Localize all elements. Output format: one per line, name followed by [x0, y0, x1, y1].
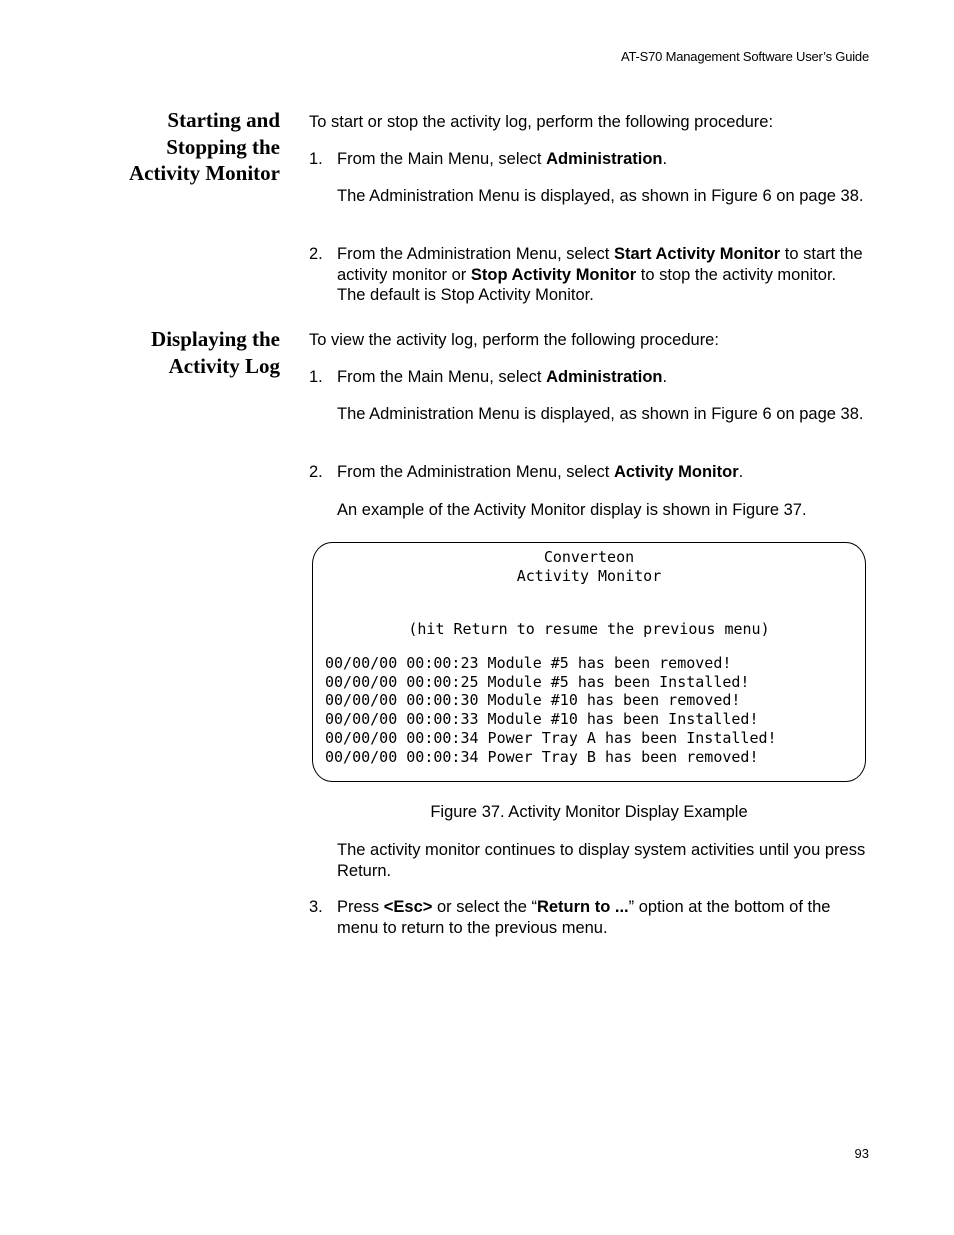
log-line: 00/00/00 00:00:33 Module #10 has been Installed! [325, 710, 759, 728]
figure-title-line2: Activity Monitor [516, 567, 662, 585]
section-heading-starting-stopping [129, 107, 280, 187]
section2-step1: From the Main Menu, select Administration. [337, 368, 668, 386]
heading-line: Starting and [167, 108, 280, 132]
section2-step2-note: An example of the Activity Monitor display is shown in Figure 37. [337, 501, 807, 519]
step-number: 1. [309, 150, 323, 168]
step-number: 3. [309, 898, 323, 916]
log-line: 00/00/00 00:00:30 Module #10 has been removed! [325, 691, 741, 709]
section2-step1-note: The Administration Menu is displayed, as shown in Figure 6 on page 38. [337, 405, 864, 423]
section2-step3: Press <Esc> or select the “Return to ...” option at the bottom of the menu to return to the previous menu. [337, 898, 831, 937]
section-heading-displaying-log [151, 326, 280, 379]
log-line: 00/00/00 00:00:34 Power Tray A has been Installed! [325, 729, 777, 747]
step-number: 1. [309, 368, 323, 386]
section1-intro: To start or stop the activity log, perform the following procedure: [309, 113, 774, 131]
figure-title-line1: Converteon [543, 548, 635, 566]
figure-caption: Figure 37. Activity Monitor Display Example [430, 803, 748, 821]
heading-line: Displaying the [151, 327, 280, 351]
log-line: 00/00/00 00:00:34 Power Tray B has been removed! [325, 748, 759, 766]
heading-line: Activity Log [168, 353, 280, 378]
figure-instruction: (hit Return to resume the previous menu) [408, 620, 770, 638]
log-line: 00/00/00 00:00:25 Module #5 has been Installed! [325, 673, 750, 691]
after-figure-note: The activity monitor continues to display system activities until you press Return. [337, 841, 866, 880]
heading-line: Stopping the [166, 134, 280, 159]
step-number: 2. [309, 245, 323, 263]
section1-step2: From the Administration Menu, select Start Activity Monitor to start the activity monitor or Stop Activity Monitor to stop the activity monitor. The default is Stop Activity Monitor. [337, 245, 863, 304]
section2-step2: From the Administration Menu, select Activity Monitor. [337, 463, 744, 481]
step-number: 2. [309, 463, 323, 481]
running-header: AT-S70 Management Software User’s Guide [621, 49, 869, 64]
section1-step1-note: The Administration Menu is displayed, as shown in Figure 6 on page 38. [337, 187, 864, 205]
page-number: 93 [854, 1146, 869, 1161]
log-line: 00/00/00 00:00:23 Module #5 has been removed! [325, 654, 732, 672]
section1-step1: From the Main Menu, select Administration. [337, 150, 668, 168]
heading-line: Activity Monitor [128, 161, 280, 185]
section2-intro: To view the activity log, perform the following procedure: [309, 331, 719, 349]
